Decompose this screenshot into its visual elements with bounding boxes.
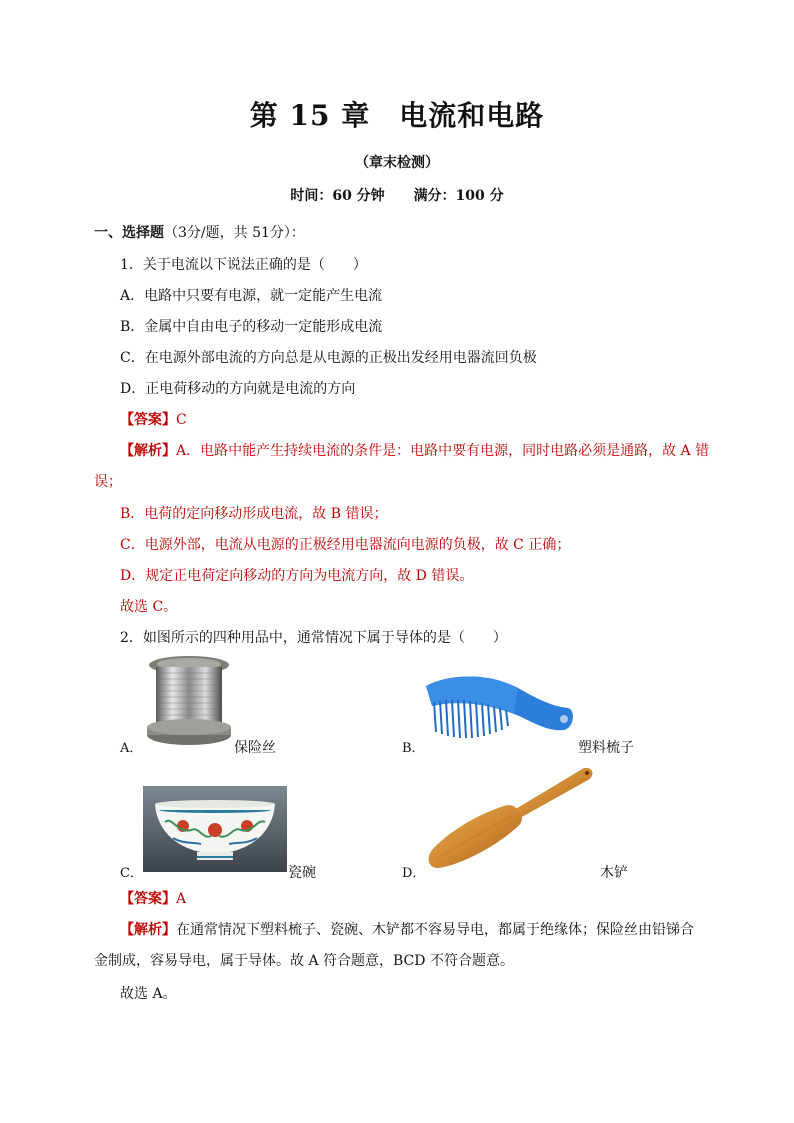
q2-answer-tag: 【答案】 bbox=[120, 891, 176, 907]
q2-analysis-line-2: 金制成，容易导电，属于导体。故 A 符合题意，BCD 不符合题意。 bbox=[94, 953, 514, 969]
q1-analysis-line-5: D．规定正电荷定向移动的方向为电流方向，故 D 错误。 bbox=[120, 568, 474, 584]
q1-analysis-line-3: B．电荷的定向移动形成电流，故 B 错误； bbox=[120, 506, 388, 522]
q2-analysis-line-3: 故选 A。 bbox=[120, 986, 177, 1002]
q1-option-d: D．正电荷移动的方向就是电流的方向 bbox=[120, 381, 356, 397]
q2-choice-a-letter: A． bbox=[120, 741, 143, 756]
page-subtitle: （章末检测） bbox=[355, 155, 439, 171]
q2-answer bbox=[120, 888, 186, 908]
section-heading bbox=[94, 222, 305, 242]
q1-analysis-line-6: 故选 C。 bbox=[120, 599, 178, 615]
q2-choice-b-caption: 塑料梳子 bbox=[578, 740, 634, 756]
section-title: 一、选择题 bbox=[94, 225, 164, 241]
q1-analysis-line-1 bbox=[120, 440, 709, 460]
q2-stem: 2．如图所示的四种用品中，通常情况下属于导体的是（ ） bbox=[120, 630, 507, 646]
q1-option-a: A．电路中只要有电源，就一定能产生电流 bbox=[120, 288, 383, 304]
q2-analysis-text-1: 在通常情况下塑料梳子、瓷碗、木铲都不容易导电，都属于绝缘体；保险丝由铅锑合 bbox=[176, 922, 694, 938]
q2-answer-value: A bbox=[176, 891, 187, 907]
page-title: 第 15 章 电流和电路 bbox=[249, 99, 545, 132]
exam-score: 满分：100 分 bbox=[413, 188, 504, 204]
q1-answer bbox=[120, 409, 187, 429]
exam-meta bbox=[0, 185, 794, 205]
q1-option-b: B．金属中自由电子的移动一定能形成电流 bbox=[120, 319, 383, 335]
q1-answer-value: C bbox=[176, 412, 187, 428]
q1-option-c: C．在电源外部电流的方向总是从电源的正极出发经用电器流回负极 bbox=[120, 350, 537, 366]
q1-analysis-tag: 【解析】 bbox=[120, 443, 176, 459]
fuse-wire-image bbox=[146, 655, 232, 747]
q1-answer-tag: 【答案】 bbox=[120, 412, 176, 428]
q1-analysis-line-4: C．电源外部，电流从电源的正极经用电器流向电源的负极，故 C 正确； bbox=[120, 537, 571, 553]
q2-choice-b-letter: B． bbox=[402, 741, 425, 756]
q2-choice-d-caption: 木铲 bbox=[600, 865, 628, 881]
q2-analysis-line-1 bbox=[120, 919, 694, 939]
q1-analysis-line-2: 误； bbox=[94, 474, 122, 490]
q1-analysis-text-1: A．电路中能产生持续电流的条件是：电路中要有电源，同时电路必须是通路，故 A 错 bbox=[176, 443, 710, 459]
q2-analysis-tag: 【解析】 bbox=[120, 922, 176, 938]
plastic-comb-image bbox=[418, 670, 576, 748]
q1-stem: 1．关于电流以下说法正确的是（ ） bbox=[120, 257, 367, 273]
section-note: （3分/题，共 51分）： bbox=[164, 225, 305, 241]
wooden-spatula-image bbox=[424, 762, 596, 874]
q2-choice-c-caption: 瓷碗 bbox=[288, 865, 316, 881]
exam-time: 时间：60 分钟 bbox=[290, 188, 385, 204]
q2-choice-c-letter: C． bbox=[120, 866, 143, 881]
q2-choice-a-caption: 保险丝 bbox=[234, 740, 276, 756]
porcelain-bowl-image bbox=[143, 786, 287, 872]
q2-choice-d-letter: D． bbox=[402, 866, 426, 881]
